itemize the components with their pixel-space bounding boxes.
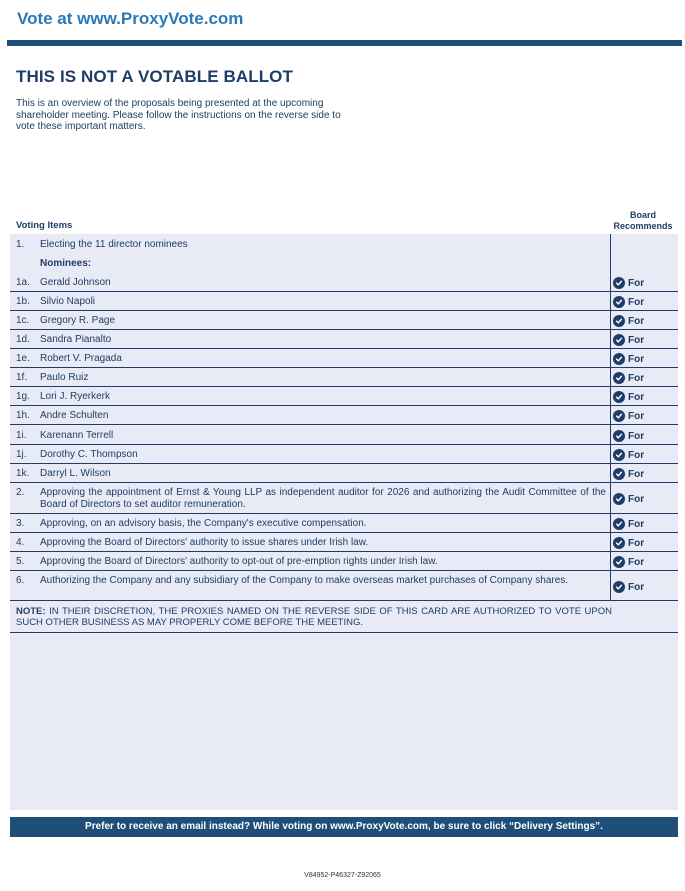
board-recommends-line2: Recommends [613,220,673,231]
ballot-title: THIS IS NOT A VOTABLE BALLOT [16,67,293,86]
voting-item-row [10,575,678,601]
checkmark-icon [613,493,625,505]
checkmark-icon [613,296,625,308]
email-delivery-banner: Prefer to receive an email instead? While voting on www.ProxyVote.com, be sure to click “Delivery Settings”. [10,817,678,837]
voting-item-row [10,372,678,387]
voting-item-row [10,537,678,552]
voting-item-row [10,258,678,272]
board-recommendation [613,537,644,549]
item-text: Paulo Ruiz [40,372,89,383]
item-number: 1c. [16,315,30,326]
recommendation-label: For [628,372,645,384]
board-recommendation [613,410,644,422]
board-recommendation [613,468,644,480]
board-recommendation [613,353,644,365]
recommendation-label: For [628,468,645,480]
checkmark-icon [613,556,625,568]
board-recommendation [613,315,644,327]
checkmark-icon [613,334,625,346]
intro-text: This is an overview of the proposals being presented at the upcoming shareholder meeting. Please follow the instructions on the reverse side to vote these important matters. [16,98,341,132]
recommendation-label: For [628,296,645,308]
recommendation-label: For [628,334,645,346]
board-recommendation [613,391,644,403]
item-text: Darryl L. Wilson [40,468,111,479]
item-number: 6. [16,575,25,586]
note-divider [10,632,678,633]
voting-item-row [10,468,678,483]
voting-item-row [10,556,678,571]
item-number: 1a. [16,277,30,288]
item-text: Authorizing the Company and any subsidiary of the Company to make overseas market purchases of Company shares. [40,575,569,586]
item-text: Nominees: [40,258,92,269]
board-recommendation [613,449,644,461]
item-text: Lori J. Ryerkerk [40,391,111,402]
header-title: Vote at www.ProxyVote.com [17,9,244,28]
recommendation-label: For [628,391,645,403]
item-text: Karenann Terrell [40,430,114,441]
voting-item-row [10,430,678,445]
recommendation-label: For [628,518,645,530]
voting-item-row [10,487,678,514]
item-text: Sandra Pianalto [40,334,112,345]
board-recommendation [613,518,644,530]
board-recommends-header [608,210,678,231]
voting-item-row [10,334,678,349]
item-number: 3. [16,518,25,529]
item-text: Robert V. Pragada [40,353,122,364]
item-number: 1f. [16,372,28,383]
board-recommendation [613,581,644,593]
item-number: 1g. [16,391,30,402]
checkmark-icon [613,537,625,549]
checkmark-icon [613,315,625,327]
voting-items-header: Voting Items [16,220,73,231]
board-recommendation [613,277,644,289]
item-number: 2. [16,487,25,498]
recommendation-label: For [628,581,645,593]
item-text: Approving, on an advisory basis, the Company's executive compensation. [40,518,367,529]
item-text: Silvio Napoli [40,296,96,307]
item-number: 5. [16,556,25,567]
item-number: 1i. [16,430,27,441]
recommendation-label: For [628,353,645,365]
board-recommendation [613,430,644,442]
board-recommends-line1: Board [629,210,656,220]
board-recommendation [613,493,644,505]
checkmark-icon [613,372,625,384]
voting-item-row [10,296,678,311]
voting-item-row [10,353,678,368]
recommendation-label: For [628,556,645,568]
voting-item-row [10,518,678,533]
voting-item-row [10,391,678,406]
voting-item-row [10,239,678,257]
recommendation-label: For [628,537,645,549]
item-text: Gerald Johnson [40,277,111,288]
recommendation-label: For [628,430,645,442]
checkmark-icon [613,391,625,403]
board-recommendation [613,296,644,308]
recommendation-label: For [628,449,645,461]
header-divider [7,40,682,46]
voting-item-row [10,410,678,425]
board-recommendation [613,334,644,346]
item-text: Approving the Board of Directors' authority to issue shares under Irish law. [40,537,369,548]
item-text: Andre Schulten [40,410,109,421]
checkmark-icon [613,518,625,530]
note-body: IN THEIR DISCRETION, THE PROXIES NAMED ON THE REVERSE SIDE OF THIS CARD ARE AUTHORIZED TO VOTE UPON SUCH OTHER BUSINESS AS MAY PROPERLY COME BEFORE THE MEETING. [16,606,612,628]
item-text: Approving the Board of Directors' authority to opt-out of pre-emption rights under Irish law. [40,556,438,567]
note-label: NOTE: [16,606,46,617]
note-text [16,606,612,628]
voting-item-row [10,277,678,292]
checkmark-icon [613,581,625,593]
voting-item-row [10,449,678,464]
item-number: 1b. [16,296,30,307]
board-recommendation [613,556,644,568]
checkmark-icon [613,277,625,289]
checkmark-icon [613,353,625,365]
recommendation-label: For [628,493,645,505]
item-text: Gregory R. Page [40,315,116,326]
recommendation-label: For [628,277,645,289]
checkmark-icon [613,468,625,480]
recommendation-label: For [628,315,645,327]
checkmark-icon [613,410,625,422]
board-recommendation [613,372,644,384]
item-text: Electing the 11 director nominees [40,239,188,250]
item-number: 1e. [16,353,30,364]
item-number: 1d. [16,334,30,345]
item-text: Dorothy C. Thompson [40,449,138,460]
item-number: 1h. [16,410,30,421]
item-number: 1j. [16,449,27,460]
item-number: 4. [16,537,25,548]
voting-item-row [10,315,678,330]
checkmark-icon [613,449,625,461]
recommendation-label: For [628,410,645,422]
item-text: Approving the appointment of Ernst & Young LLP as independent auditor for 2026 and authorizing the Audit Committee of the Board of Directors to set auditor remuneration. [40,487,606,510]
item-number: 1k. [16,468,30,479]
checkmark-icon [613,430,625,442]
document-code: V84952-P46327-Z92065 [304,872,381,879]
item-number: 1. [16,239,25,250]
